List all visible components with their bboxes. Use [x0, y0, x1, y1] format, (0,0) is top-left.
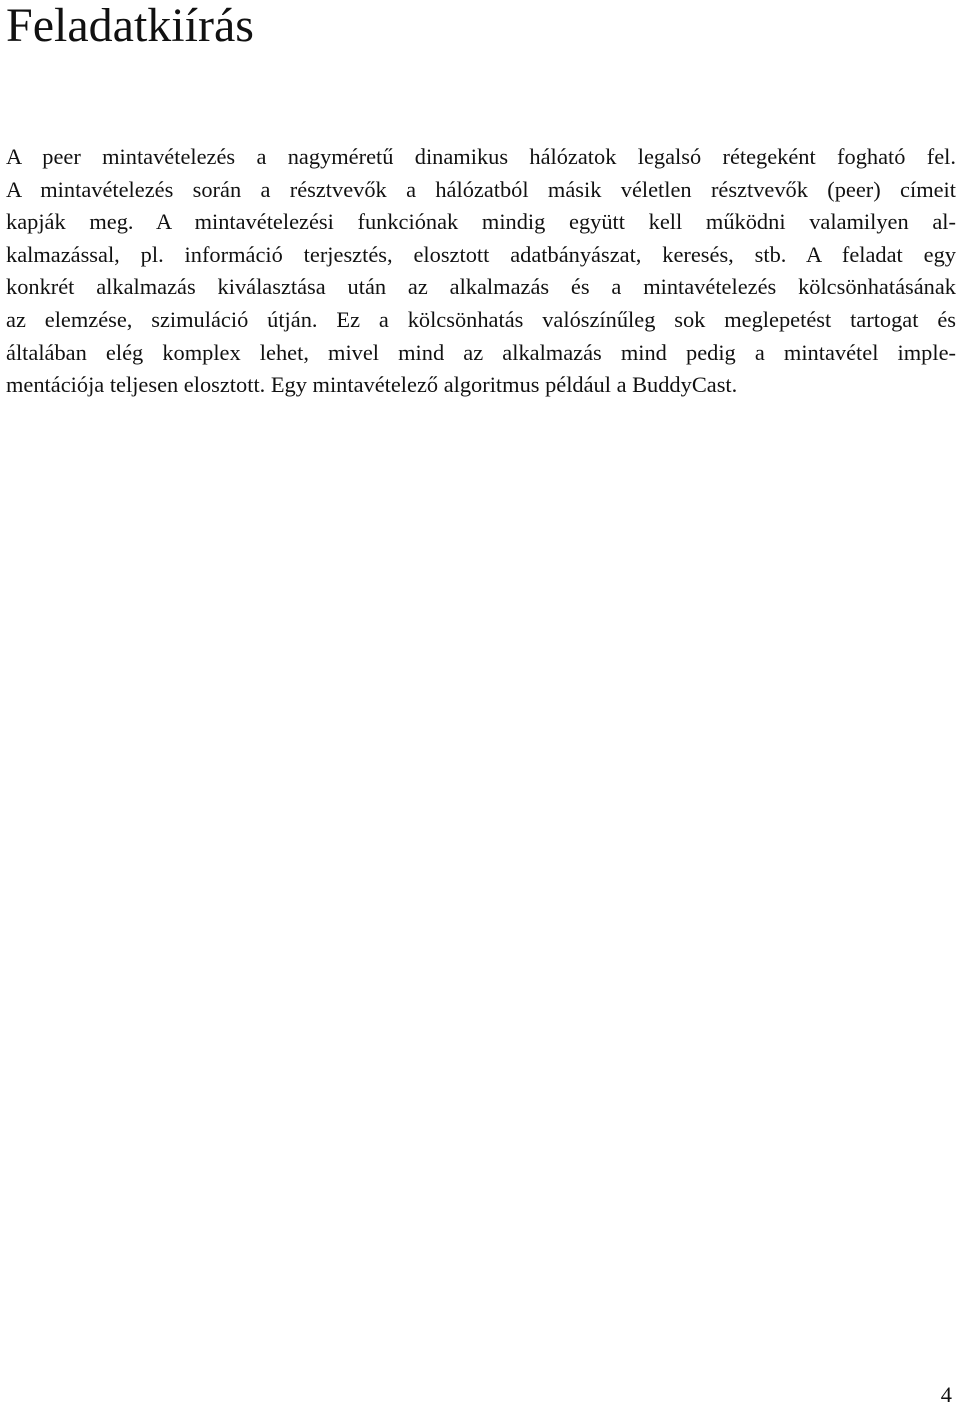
paragraph-line: általában elég komplex lehet, mivel mind az alkalmazás mind pedig a mintavétel imple-: [6, 339, 956, 365]
paragraph-line: kapják meg. A mintavételezési funkciónak mindig együtt kell működni valamilyen al-: [6, 209, 956, 235]
paragraph-line: az elemzése, szimuláció útján. Ez a kölcsönhatás valószínűleg sok meglepetést tartogat és: [6, 306, 956, 332]
page-number: 4: [940, 1382, 952, 1407]
page-title: Feladatkiírás: [6, 0, 254, 52]
paragraph-line: kalmazással, pl. információ terjesztés, elosztott adatbányászat, keresés, stb. A feladat egy: [6, 241, 956, 267]
paragraph-line: A mintavételezés során a résztvevők a hálózatból másik véletlen résztvevők (peer) címeit: [6, 176, 956, 202]
paragraph-line: konkrét alkalmazás kiválasztása után az alkalmazás és a mintavételezés kölcsönhatásának: [6, 274, 956, 300]
paragraph-line: mentációja teljesen elosztott. Egy mintavételező algoritmus például a BuddyCast.: [6, 372, 738, 398]
paragraph-line: A peer mintavételezés a nagyméretű dinamikus hálózatok legalsó rétegeként fogható fel.: [6, 144, 956, 169]
task-description-paragraph: [6, 141, 956, 402]
